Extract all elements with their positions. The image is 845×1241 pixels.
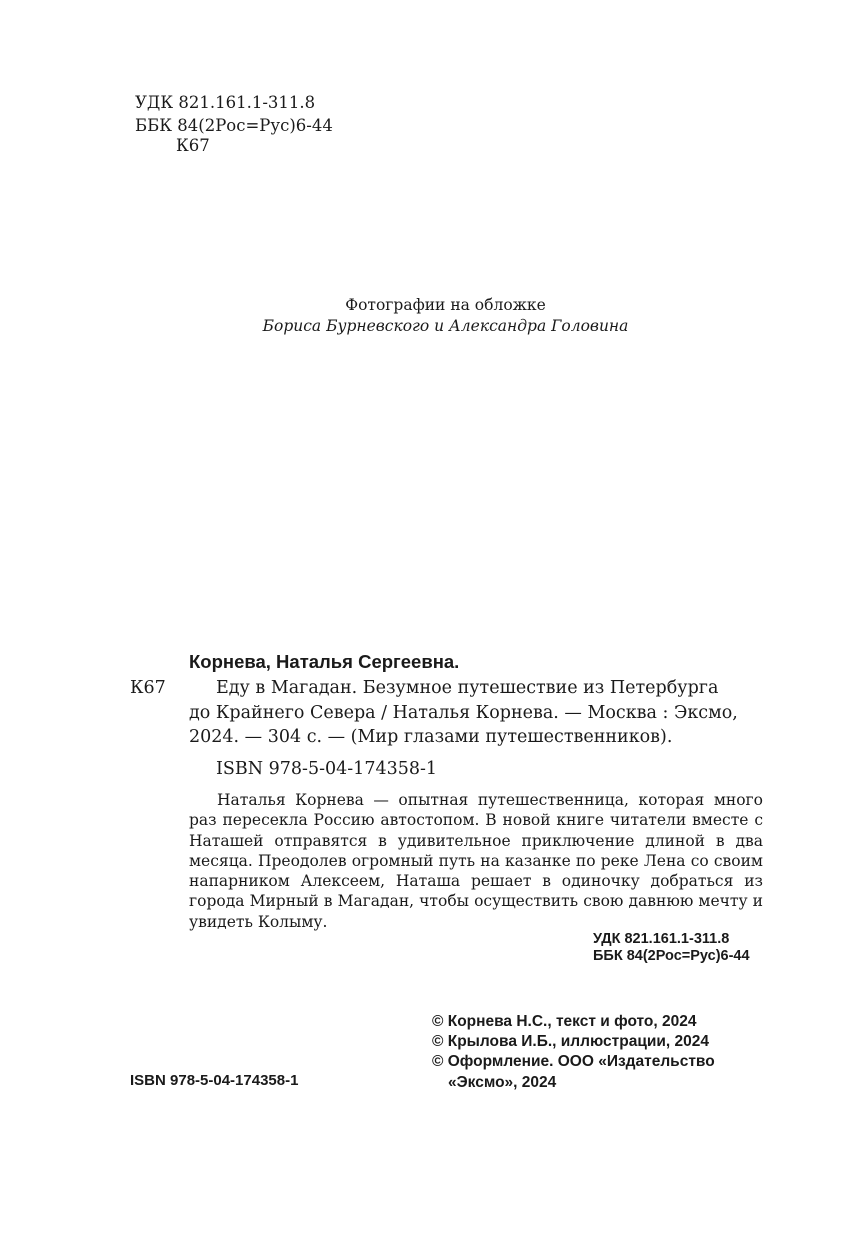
catalog-description-line-1: Еду в Магадан. Безумное путешествие из Петербурга: [216, 678, 719, 698]
copyright-text: © Корнева Н.С., текст и фото, 2024: [432, 1013, 697, 1030]
author-mark: К67: [176, 136, 210, 155]
cover-credit-names-text: Бориса Бурневского и Александра Головина: [262, 317, 629, 335]
card-udk-code: УДК 821.161.1-311.8: [593, 931, 730, 947]
udk-code: УДК 821.161.1-311.8: [135, 93, 316, 112]
catalog-isbn: ISBN 978-5-04-174358-1: [216, 759, 438, 779]
copyright-design: © Оформление. ООО «Издательство: [432, 1053, 715, 1070]
copyright-design-cont: «Эксмо», 2024: [448, 1074, 557, 1091]
copyright-illustrations: © Крылова И.Б., иллюстрации, 2024: [432, 1033, 709, 1050]
catalog-author-mark: К67: [130, 678, 166, 698]
catalog-description-line-2: до Крайнего Севера / Наталья Корнева. — Москва : Эксмо,: [189, 703, 738, 723]
bbk-code: ББК 84(2Рос=Рус)6-44: [135, 116, 333, 135]
cover-credit-title: Фотографии на обложке: [345, 296, 546, 314]
isbn-footer: ISBN 978-5-04-174358-1: [130, 1072, 299, 1089]
catalog-description-line-3: 2024. — 304 с. — (Мир глазами путешественников).: [189, 727, 673, 747]
catalog-author: Корнева, Наталья Сергеевна.: [189, 651, 460, 672]
card-bbk-code: ББК 84(2Рос=Рус)6-44: [593, 948, 750, 964]
catalog-annotation: Наталья Корнева — опытная путешественница, которая много раз пересекла Россию автостопом. В новой книге читатели вместе с Наташей отправятся в удивительное приключение длиной в два месяца. Преодолев огромный путь на казанке по реке Лена со своим напарником Алексеем, Наташа решает в одиночку добраться из города Мирный в Магадан, чтобы осуществить свою давнюю мечту и увидеть Колыму.: [189, 791, 763, 931]
cover-credit-names: [0, 317, 845, 335]
